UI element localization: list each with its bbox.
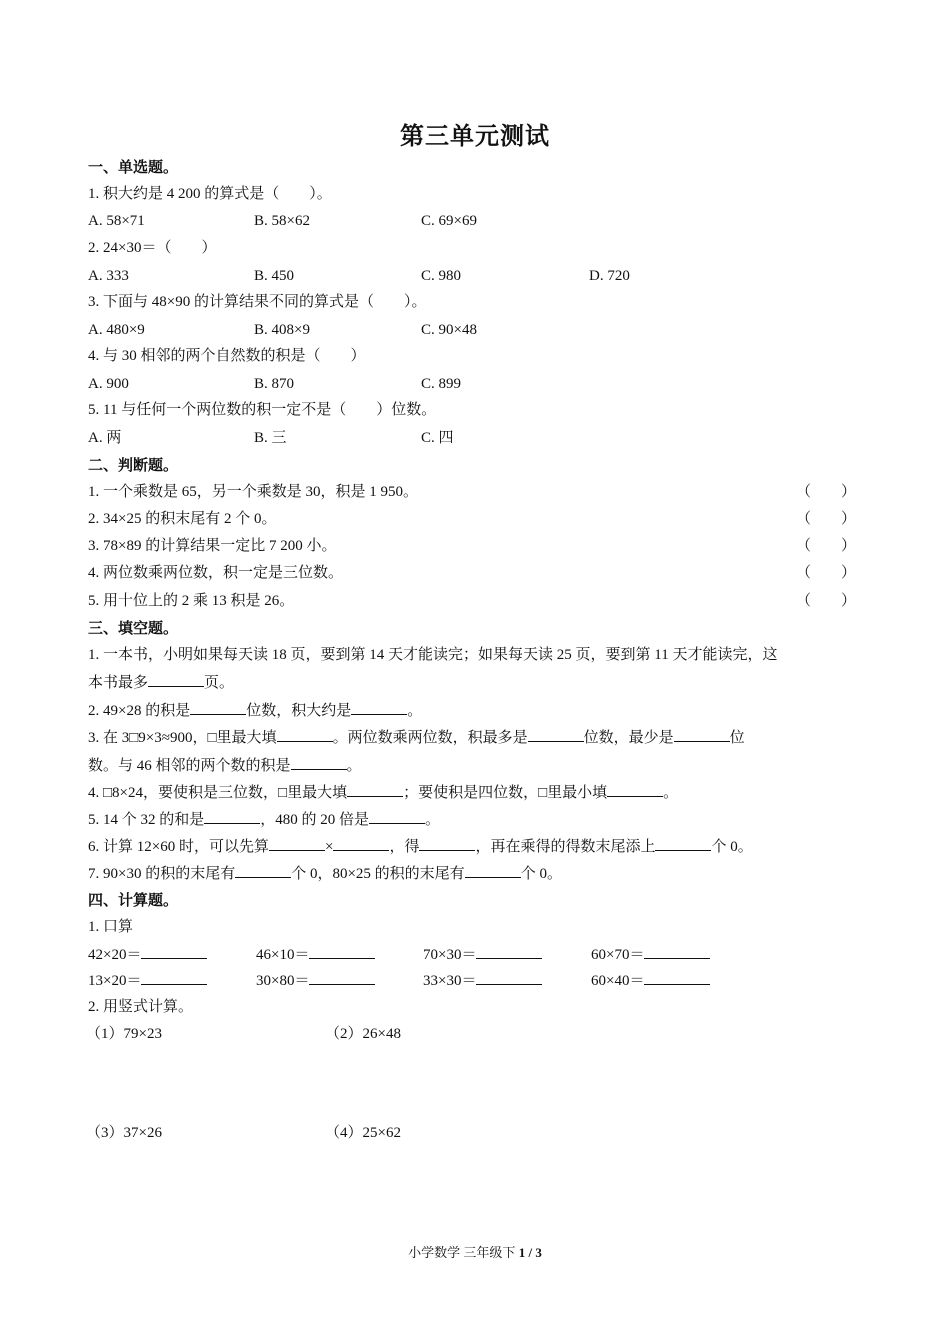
mc-question-1: 1. 积大约是 4 200 的算式是（ ）。	[88, 186, 332, 202]
judge-question-4: 4. 两位数乘两位数，积一定是三位数。	[88, 565, 344, 581]
answer-blank[interactable]	[204, 809, 260, 824]
mc-options-1	[0, 211, 950, 231]
judge-question-3: 3. 78×89 的计算结果一定比 7 200 小。	[88, 538, 337, 554]
vertical-calc-problem-1: （1）79×23	[86, 1026, 162, 1042]
answer-blank[interactable]	[309, 970, 375, 985]
expression: 46×10＝	[256, 947, 310, 963]
footer-subject: 小学数学 三年级下	[408, 1245, 516, 1260]
page-footer	[0, 1242, 950, 1261]
fill-question-4	[88, 782, 678, 803]
fill-question-5	[88, 809, 440, 830]
answer-blank[interactable]	[277, 727, 333, 742]
vertical-calc-problem-3: （3）37×26	[86, 1125, 162, 1141]
answer-blank[interactable]	[351, 700, 407, 715]
page-separator: /	[528, 1245, 533, 1260]
text: 2. 49×28 的积是	[88, 703, 191, 719]
text: ×	[324, 839, 334, 855]
answer-blank[interactable]	[141, 944, 207, 959]
text: 3. 在 3□9×3≈900，□里最大填	[88, 730, 277, 746]
answer-parentheses: （ ）	[796, 593, 857, 609]
section-heading-fill-blank: 三、填空题。	[88, 619, 179, 637]
answer-blank[interactable]	[148, 672, 204, 687]
text: 7. 90×30 的积的末尾有	[88, 866, 236, 882]
text: 4. □8×24，要使积是三位数，□里最大填	[88, 785, 348, 801]
judge-question-1: 1. 一个乘数是 65，另一个乘数是 30，积是 1 950。	[88, 484, 419, 500]
option-b: B. 408×9	[254, 322, 310, 338]
expression: 30×80＝	[256, 973, 310, 989]
option-a: A. 480×9	[88, 322, 145, 338]
text: 6. 计算 12×60 时，可以先算	[88, 839, 269, 855]
section-heading-single-choice: 一、单选题。	[88, 158, 179, 176]
judge-question-2: 2. 34×25 的积末尾有 2 个 0。	[88, 511, 277, 527]
answer-blank[interactable]	[419, 836, 475, 851]
text: 个 0，80×25 的积的末尾有	[291, 866, 465, 882]
page-title: 第三单元测试	[400, 122, 550, 150]
answer-blank[interactable]	[291, 755, 347, 770]
mc-question-3: 3. 下面与 48×90 的计算结果不同的算式是（ ）。	[88, 294, 427, 310]
text: ，再在乘得的得数末尾添上	[475, 839, 656, 855]
answer-parentheses: （ ）	[796, 538, 857, 554]
expression: 33×30＝	[423, 973, 477, 989]
vertical-calc-heading: 2. 用竖式计算。	[88, 999, 194, 1015]
option-a: A. 900	[88, 376, 129, 392]
answer-blank[interactable]	[476, 944, 542, 959]
fill-question-7	[88, 863, 562, 884]
option-c: C. 四	[421, 430, 454, 446]
oral-calc-item	[256, 970, 375, 991]
text: 。	[346, 758, 362, 774]
oral-calc-item	[591, 944, 710, 965]
text: 5. 14 个 32 的和是	[88, 812, 205, 828]
answer-blank[interactable]	[369, 809, 425, 824]
oral-calc-heading: 1. 口算	[88, 919, 134, 935]
option-b: B. 三	[254, 430, 287, 446]
text: 个 0。	[711, 839, 753, 855]
fill-question-1-line-1: 1. 一本书，小明如果每天读 18 页，要到第 14 天才能读完；如果每天读 25 页，要到第 11 天才能读完，这	[88, 647, 778, 663]
answer-blank[interactable]	[674, 727, 730, 742]
text: ，480 的 20 倍是	[260, 812, 370, 828]
fill-question-3-line-2	[88, 755, 362, 776]
section-heading-true-false: 二、判断题。	[88, 456, 179, 474]
option-b: B. 58×62	[254, 213, 310, 229]
mc-question-5: 5. 11 与任何一个两位数的积一定不是（ ）位数。	[88, 402, 437, 418]
text: 位数，最少是	[583, 730, 674, 746]
option-a: A. 333	[88, 268, 129, 284]
text: 位数，积大约是	[246, 703, 352, 719]
text: 。	[663, 785, 679, 801]
fill-question-2	[88, 700, 422, 721]
answer-blank[interactable]	[607, 782, 663, 797]
fill-question-3-line-1	[88, 727, 745, 748]
option-c: C. 90×48	[421, 322, 477, 338]
text: 数。与 46 相邻的两个数的积是	[88, 758, 291, 774]
expression: 42×20＝	[88, 947, 142, 963]
mc-options-2	[0, 266, 950, 286]
oral-calc-item	[256, 944, 375, 965]
vertical-calc-problem-2: （2）26×48	[325, 1026, 401, 1042]
expression: 13×20＝	[88, 973, 142, 989]
answer-blank[interactable]	[644, 944, 710, 959]
oral-calc-item	[88, 970, 207, 991]
text: 页。	[204, 675, 235, 691]
oral-calc-item	[591, 970, 710, 991]
answer-parentheses: （ ）	[796, 484, 857, 500]
text: 。	[407, 703, 423, 719]
answer-blank[interactable]	[141, 970, 207, 985]
answer-blank[interactable]	[528, 727, 584, 742]
option-c: C. 980	[421, 268, 462, 284]
option-b: B. 870	[254, 376, 295, 392]
text: 。两位数乘两位数，积最多是	[332, 730, 528, 746]
fill-question-1-line-2	[88, 672, 234, 693]
answer-parentheses: （ ）	[796, 511, 857, 527]
text: 位	[729, 730, 745, 746]
answer-blank[interactable]	[235, 863, 291, 878]
expression: 70×30＝	[423, 947, 477, 963]
answer-parentheses: （ ）	[796, 565, 857, 581]
expression: 60×70＝	[591, 947, 645, 963]
answer-blank[interactable]	[309, 944, 375, 959]
mc-question-2: 2. 24×30＝（ ）	[88, 240, 217, 256]
answer-blank[interactable]	[465, 863, 521, 878]
answer-blank[interactable]	[190, 700, 246, 715]
mc-options-4	[0, 374, 950, 394]
fill-question-6	[88, 836, 753, 857]
answer-blank[interactable]	[333, 836, 389, 851]
expression: 60×40＝	[591, 973, 645, 989]
option-a: A. 两	[88, 430, 122, 446]
page-total: 3	[535, 1245, 542, 1260]
option-a: A. 58×71	[88, 213, 145, 229]
option-c: C. 69×69	[421, 213, 477, 229]
vertical-calc-problem-4: （4）25×62	[325, 1125, 401, 1141]
option-b: B. 450	[254, 268, 295, 284]
mc-question-4: 4. 与 30 相邻的两个自然数的积是（ ）	[88, 348, 366, 364]
text: 本书最多	[88, 675, 149, 691]
mc-options-3	[0, 320, 950, 340]
text: 。	[425, 812, 441, 828]
page-number: 1	[518, 1245, 526, 1260]
answer-blank[interactable]	[476, 970, 542, 985]
oral-calc-item	[423, 970, 542, 991]
answer-blank[interactable]	[655, 836, 711, 851]
text: ，得	[389, 839, 420, 855]
judge-question-5: 5. 用十位上的 2 乘 13 积是 26。	[88, 593, 295, 609]
answer-blank[interactable]	[347, 782, 403, 797]
mc-options-5	[0, 428, 950, 448]
oral-calc-item	[423, 944, 542, 965]
option-d: D. 720	[589, 268, 630, 284]
option-c: C. 899	[421, 376, 462, 392]
answer-blank[interactable]	[644, 970, 710, 985]
section-heading-calculation: 四、计算题。	[88, 891, 179, 909]
answer-blank[interactable]	[269, 836, 325, 851]
oral-calc-item	[88, 944, 207, 965]
text: 个 0。	[520, 866, 562, 882]
text: ；要使积是四位数，□里最小填	[403, 785, 608, 801]
